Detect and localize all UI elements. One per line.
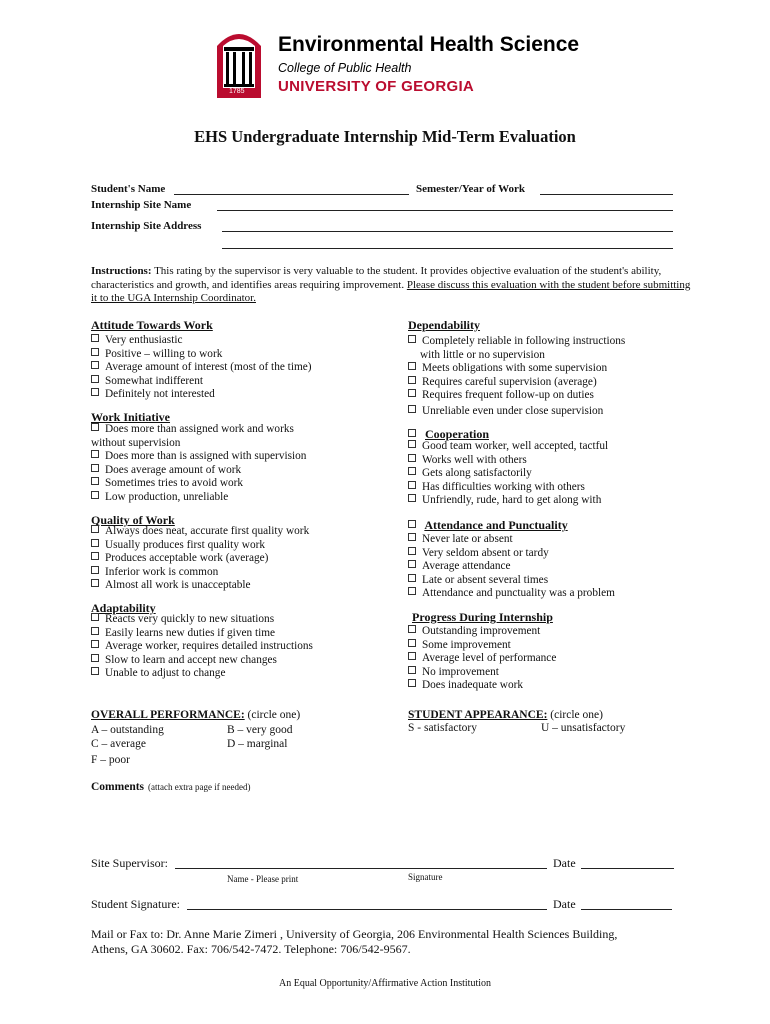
- adaptability-options: [91, 613, 313, 681]
- student-date-field[interactable]: [581, 909, 672, 910]
- option-label: without supervision: [91, 436, 181, 449]
- option-label: Unfriendly, rude, hard to get along with: [422, 494, 602, 506]
- option[interactable]: [408, 405, 625, 419]
- student-signature-label: Student Signature:: [91, 897, 180, 911]
- signature-caption: Signature: [408, 872, 443, 882]
- progress-title: Progress During Internship: [412, 610, 553, 624]
- instructions-label: Instructions:: [91, 265, 152, 277]
- option[interactable]: [91, 640, 313, 654]
- option-label: Does inadequate work: [422, 679, 524, 691]
- option[interactable]: [91, 423, 306, 437]
- option-label: Definitely not interested: [105, 388, 215, 400]
- site-address-field[interactable]: [222, 231, 673, 232]
- option-label: Completely reliable in following instructions: [422, 335, 626, 347]
- checkbox-icon[interactable]: [408, 405, 416, 413]
- option-label: with little or no supervision: [420, 348, 545, 361]
- semester-year-field[interactable]: [540, 194, 673, 195]
- option-continuation: [408, 349, 625, 363]
- site-supervisor-label: Site Supervisor:: [91, 856, 168, 870]
- appearance-option-u[interactable]: U – unsatisfactory: [541, 722, 626, 734]
- option-label: Good team worker, well accepted, tactful: [422, 440, 609, 452]
- dependability-options: [408, 335, 625, 418]
- option-label: Sometimes tries to avoid work: [105, 477, 244, 489]
- checkbox-icon[interactable]: [408, 481, 416, 489]
- checkbox-icon[interactable]: [408, 362, 416, 370]
- logo-year: 1785: [229, 88, 245, 95]
- option-label: Usually produces first quality work: [105, 538, 266, 551]
- checkbox-icon[interactable]: [408, 587, 416, 595]
- checkbox-icon[interactable]: [408, 389, 416, 397]
- attendance-title: Attendance and Punctuality: [424, 518, 568, 532]
- uga-arch-logo-icon: [214, 28, 264, 98]
- checkbox-icon[interactable]: [408, 639, 416, 647]
- site-address-field-line2[interactable]: [222, 248, 673, 249]
- checkbox-icon[interactable]: [91, 334, 99, 342]
- header-college: College of Public Health: [278, 61, 412, 75]
- checkbox-icon[interactable]: [408, 467, 416, 475]
- comments-label: Comments: [91, 781, 145, 793]
- checkbox-icon[interactable]: [91, 348, 99, 356]
- header-university: UNIVERSITY OF GEORGIA: [278, 78, 475, 95]
- attendance-heading[interactable]: [408, 518, 568, 533]
- checkbox-icon[interactable]: [91, 566, 99, 574]
- option-label: Average attendance: [422, 560, 511, 572]
- option-label: Unreliable even under close supervision: [422, 404, 604, 417]
- option[interactable]: [408, 533, 615, 547]
- option-label: Some improvement: [422, 638, 511, 651]
- option[interactable]: [408, 376, 625, 390]
- checkbox-icon[interactable]: [91, 640, 99, 648]
- comments-heading: [91, 777, 250, 795]
- option[interactable]: [91, 491, 306, 505]
- site-supervisor-field[interactable]: [175, 868, 547, 869]
- option-label: Low production, unreliable: [105, 490, 229, 503]
- option[interactable]: [91, 464, 306, 478]
- quality-title: Quality of Work: [91, 513, 175, 527]
- option[interactable]: [91, 654, 313, 668]
- checkbox-icon[interactable]: [408, 520, 416, 528]
- checkbox-icon[interactable]: [408, 625, 416, 633]
- student-date-label: Date: [553, 897, 576, 911]
- checkbox-icon[interactable]: [91, 375, 99, 383]
- option[interactable]: [408, 389, 625, 403]
- student-appearance-heading: [408, 709, 603, 721]
- option[interactable]: [91, 552, 309, 566]
- option-label: Somewhat indifferent: [105, 374, 203, 387]
- checkbox-icon[interactable]: [408, 440, 416, 448]
- option-label: Requires frequent follow-up on duties: [422, 389, 594, 401]
- checkbox-icon[interactable]: [408, 574, 416, 582]
- option-label: Inferior work is common: [105, 565, 219, 578]
- option[interactable]: [408, 587, 615, 601]
- option[interactable]: [408, 652, 556, 666]
- option[interactable]: [408, 666, 556, 680]
- option-label: Slow to learn and accept new changes: [105, 653, 277, 666]
- checkbox-icon[interactable]: [91, 423, 99, 431]
- option[interactable]: [91, 525, 309, 539]
- checkbox-icon[interactable]: [91, 579, 99, 587]
- option[interactable]: [91, 375, 312, 389]
- option-label: Almost all work is unacceptable: [105, 579, 251, 591]
- checkbox-icon[interactable]: [91, 613, 99, 621]
- student-signature-field[interactable]: [187, 909, 547, 910]
- option-label: Meets obligations with some supervision: [422, 362, 608, 374]
- checkbox-icon[interactable]: [91, 654, 99, 662]
- overall-option-a[interactable]: A – outstanding: [91, 724, 164, 736]
- option[interactable]: [91, 361, 312, 375]
- option[interactable]: [91, 627, 313, 641]
- option-label: Average level of performance: [422, 652, 557, 664]
- option[interactable]: [408, 362, 625, 376]
- option-label: Positive – willing to work: [105, 347, 223, 360]
- checkbox-icon[interactable]: [408, 429, 416, 437]
- cooperation-options: [408, 440, 608, 508]
- semester-year-label: Semester/Year of Work: [416, 183, 525, 195]
- checkbox-icon[interactable]: [91, 477, 99, 485]
- instructions: [91, 265, 691, 306]
- option[interactable]: [408, 454, 608, 468]
- attitude-options: [91, 334, 312, 402]
- instructions-text: This rating by the supervisor is very valuable to the student. It provides objective evaluation of the student's ability, characteristics and growth, and identifies areas requiring improvement.: [91, 265, 662, 291]
- option-label: Very enthusiastic: [105, 334, 183, 346]
- checkbox-icon[interactable]: [408, 335, 416, 343]
- checkbox-icon[interactable]: [408, 679, 416, 687]
- option[interactable]: [408, 625, 556, 639]
- option[interactable]: [408, 335, 625, 349]
- progress-options: [408, 625, 556, 693]
- comments-area[interactable]: [91, 795, 676, 845]
- option-label: Works well with others: [422, 453, 527, 466]
- attendance-options: [408, 533, 615, 601]
- mail-instructions: [91, 927, 691, 957]
- checkbox-icon[interactable]: [408, 666, 416, 674]
- checkbox-icon[interactable]: [408, 533, 416, 541]
- checkbox-icon[interactable]: [408, 560, 416, 568]
- option[interactable]: [91, 566, 309, 580]
- checkbox-icon[interactable]: [91, 491, 99, 499]
- option-label: Very seldom absent or tardy: [422, 546, 549, 559]
- option[interactable]: [91, 477, 306, 491]
- option-label: Average amount of interest (most of the time): [105, 361, 312, 373]
- overall-option-f[interactable]: F – poor: [91, 754, 130, 766]
- checkbox-icon[interactable]: [91, 667, 99, 675]
- checkbox-icon[interactable]: [91, 388, 99, 396]
- option-label: Late or absent several times: [422, 573, 549, 586]
- option-label: Requires careful supervision (average): [422, 375, 597, 388]
- checkbox-icon[interactable]: [408, 454, 416, 462]
- checkbox-icon[interactable]: [408, 494, 416, 502]
- attitude-title: Attitude Towards Work: [91, 318, 213, 332]
- overall-option-b[interactable]: B – very good: [227, 724, 293, 736]
- option[interactable]: [91, 388, 312, 402]
- checkbox-icon[interactable]: [408, 547, 416, 555]
- option-label: Reacts very quickly to new situations: [105, 613, 275, 625]
- mail-line-2: Athens, GA 30602. Fax: 706/542-7472. Telephone: 706/542-9567.: [91, 942, 411, 956]
- site-address-label: Internship Site Address: [91, 220, 202, 232]
- overall-option-d[interactable]: D – marginal: [227, 738, 288, 750]
- option[interactable]: [91, 450, 306, 464]
- option-label: Average worker, requires detailed instructions: [105, 640, 313, 652]
- checkbox-icon[interactable]: [408, 652, 416, 660]
- overall-note: (circle one): [247, 709, 301, 721]
- option-label: Attendance and punctuality was a problem: [422, 587, 615, 599]
- option[interactable]: [408, 481, 608, 495]
- option-label: Always does neat, accurate first quality work: [105, 525, 310, 537]
- supervisor-date-field[interactable]: [581, 868, 674, 869]
- checkbox-icon[interactable]: [91, 361, 99, 369]
- option[interactable]: [408, 494, 608, 508]
- cooperation-title: Cooperation: [425, 427, 489, 441]
- option-label: Gets along satisfactorily: [422, 467, 532, 479]
- option[interactable]: [91, 348, 312, 362]
- option-label: Unable to adjust to change: [105, 667, 226, 679]
- option[interactable]: [91, 613, 313, 627]
- instructions-underlined: Please discuss this evaluation with the student before submitting it to the UGA Internship Coordinator.: [91, 278, 691, 304]
- appearance-option-s[interactable]: S - satisfactory: [408, 722, 477, 734]
- option[interactable]: [91, 667, 313, 681]
- student-name-field[interactable]: [174, 194, 409, 195]
- overall-title: OVERALL PERFORMANCE:: [91, 709, 245, 721]
- mail-line-1: Mail or Fax to: Dr. Anne Marie Zimeri , University of Georgia, 206 Environmental Health Sciences Building,: [91, 927, 618, 941]
- overall-performance-heading: [91, 709, 300, 721]
- initiative-title: Work Initiative: [91, 410, 171, 424]
- student-name-label: Student's Name: [91, 183, 166, 195]
- option[interactable]: [408, 639, 556, 653]
- option[interactable]: [408, 560, 615, 574]
- option-continuation: [91, 437, 306, 451]
- dependability-title: Dependability: [408, 318, 481, 332]
- option[interactable]: [408, 440, 608, 454]
- checkbox-icon[interactable]: [91, 525, 99, 533]
- option[interactable]: [408, 679, 556, 693]
- footer: An Equal Opportunity/Affirmative Action Institution: [278, 978, 491, 989]
- document-title: EHS Undergraduate Internship Mid-Term Evaluation: [194, 127, 576, 146]
- supervisor-date-label: Date: [553, 856, 576, 870]
- header-title: Environmental Health Science: [278, 33, 580, 56]
- comments-note: (attach extra page if needed): [148, 782, 251, 792]
- site-name-label: Internship Site Name: [91, 199, 192, 211]
- initiative-options: [91, 423, 306, 504]
- option-label: Never late or absent: [422, 533, 513, 545]
- name-print-caption: Name - Please print: [227, 874, 299, 884]
- option[interactable]: [91, 579, 309, 593]
- site-name-field[interactable]: [217, 210, 673, 211]
- option-label: Does more than assigned work and works: [105, 423, 294, 435]
- option[interactable]: [408, 467, 608, 481]
- option-label: No improvement: [422, 665, 499, 678]
- option[interactable]: [408, 574, 615, 588]
- option-label: Does more than is assigned with supervision: [105, 450, 307, 462]
- option-label: Outstanding improvement: [422, 625, 541, 637]
- checkbox-icon[interactable]: [91, 627, 99, 635]
- option-label: Easily learns new duties if given time: [105, 626, 276, 639]
- appearance-note: (circle one): [550, 709, 603, 721]
- checkbox-icon[interactable]: [91, 450, 99, 458]
- checkbox-icon[interactable]: [408, 376, 416, 384]
- adaptability-title: Adaptability: [91, 601, 156, 615]
- option-label: Does average amount of work: [105, 463, 242, 476]
- checkbox-icon[interactable]: [91, 464, 99, 472]
- option-label: Produces acceptable work (average): [105, 552, 269, 564]
- checkbox-icon[interactable]: [91, 552, 99, 560]
- appearance-title: STUDENT APPEARANCE:: [408, 709, 548, 721]
- option[interactable]: [408, 547, 615, 561]
- checkbox-icon[interactable]: [91, 539, 99, 547]
- quality-options: [91, 525, 309, 593]
- option[interactable]: [91, 539, 309, 553]
- option-label: Has difficulties working with others: [422, 480, 585, 493]
- overall-option-c[interactable]: C – average: [91, 738, 146, 750]
- option[interactable]: [91, 334, 312, 348]
